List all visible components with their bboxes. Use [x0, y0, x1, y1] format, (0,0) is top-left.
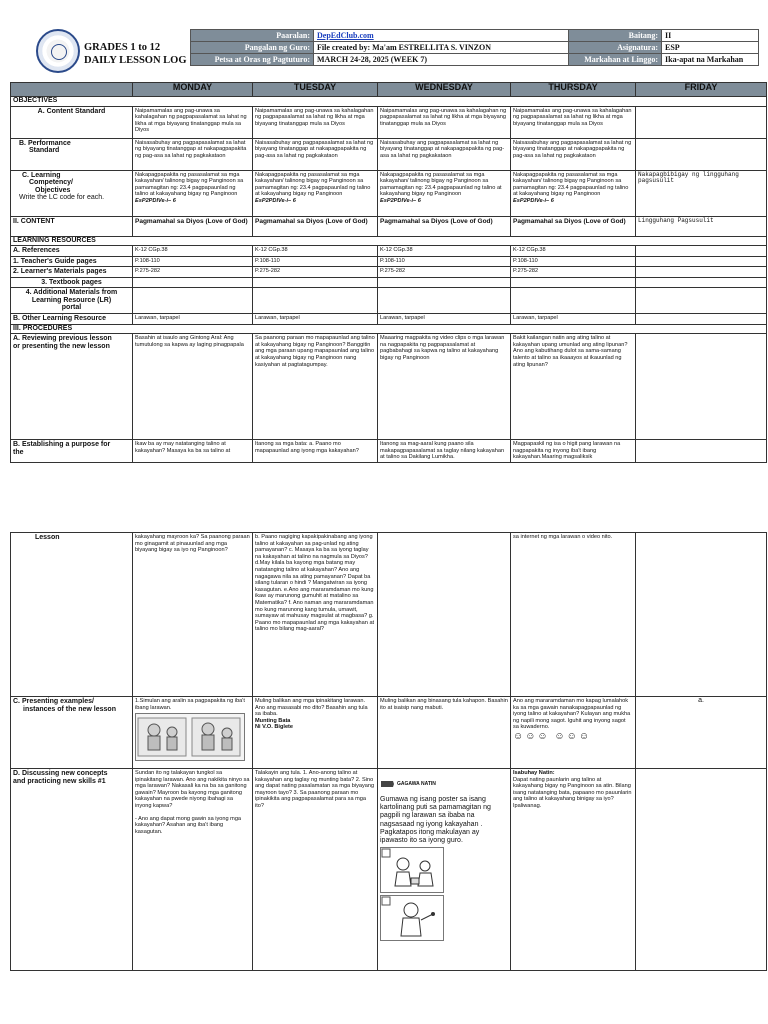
- discussing-label-line1: D. Discussing new concepts: [13, 770, 108, 777]
- poem-author: Ni V.O. Biglete: [255, 724, 294, 731]
- tg-pages-label: 1. Teacher's Guide pages: [11, 256, 133, 267]
- content-standard-thu: Naipamamalas ang pag-unawa sa kahalagahan ng pagpapasalamat sa lahat ng likha at mga biyayang tinatanggap mula sa Diyos: [511, 106, 636, 138]
- content-fri: Lingguhang Pagsusulit: [636, 216, 767, 236]
- additional-label-line3: portal: [61, 304, 82, 312]
- discussing-tue: Talakayin ang tula. 1. Ano-anong talino at kakayahan ang taglay ng munting bata? 2. Sino ang dapat nating pasalamatan sa mga biyayang mayroon tayo? 3. Sa paanong paraan mo ipinakikita ang pagpapasalamat para sa mga ito?: [253, 769, 378, 971]
- reviewing-wed: Maaaring magpakita ng video clips o mga larawan na nagpapakita ng pagpapasalamat at pagbabahagi sa kapwa ng talino at kakayahang bigay ng Panginoon: [378, 334, 511, 440]
- performance-standard-thu: Naisasabuhay ang pagpapasalamat sa lahat ng biyayang tinatanggap at nakapagpapakita ng pag-asa sa lahat ng pagkakataon: [511, 138, 636, 170]
- reviewing-label: [11, 334, 133, 440]
- header-info-table: [190, 29, 759, 66]
- tg-pages-tue: P.108-110: [253, 256, 378, 267]
- other-resource-fri: [636, 314, 767, 325]
- content-tue: Pagmamahal sa Diyos (Love of God): [253, 216, 378, 236]
- discussing-wed-text: Gumawa ng isang poster sa isang kartolinang puti sa pamamagitan ng pagpili ng larawan sa ibaba na nagsasaad ng iyong kakayahan . Pagkatapos itong makulayan ay ipawasto ito sa iyong guro.: [380, 796, 491, 845]
- performance-standard-label: [11, 138, 133, 170]
- competency-thu-text: Nakapagpapakita ng pasasalamat sa mga kakayahan/ talinong bigay ng Panginoon sa pamamagitan ng: 23.4 pagpapaunlad ng talino at kakayahang bigay ng Panginoon: [513, 171, 629, 198]
- musician-kid-image: [380, 895, 444, 941]
- guro-value: File created by: Ma'am ESTRELLITA S. VINZON: [314, 42, 569, 54]
- lm-pages-mon: P.275-282: [133, 267, 253, 278]
- content-wed: Pagmamahal sa Diyos (Love of God): [378, 216, 511, 236]
- content-mon: Pagmamahal sa Diyos (Love of God): [133, 216, 253, 236]
- reviewing-fri: [636, 334, 767, 440]
- day-thursday: THURSDAY: [511, 83, 636, 97]
- discussing-wed: [378, 769, 511, 971]
- establishing-label-cont: Lesson: [11, 533, 133, 697]
- competency-mon: [133, 170, 253, 216]
- establishing-mon-part1: Ikaw ba ay may natatanging talino at kakayahan? Masaya ka ba sa talino at: [133, 440, 253, 463]
- day-friday: FRIDAY: [636, 83, 767, 97]
- content-standard-fri: [636, 106, 767, 138]
- additional-materials-fri: [636, 288, 767, 314]
- content-standard-tue: Naipamamalas ang pag-unawa sa kahalagahan ng pagpapasalamat sa lahat ng likha at mga biyayang tinatanggap mula sa Diyos: [253, 106, 378, 138]
- title-line-1: GRADES 1 to 12: [84, 42, 161, 53]
- paaralan-value: [314, 30, 569, 42]
- competency-mon-code: EsP2PDIVe-i– 6: [135, 197, 176, 204]
- presenting-label-line1: C. Presenting examples/: [13, 698, 94, 705]
- establishing-tue-part1: Itanong sa mga bata: a. Paano mo mapapaunlad ang iyong mga kakayahan?: [253, 440, 378, 463]
- references-label: A. References: [11, 246, 133, 257]
- performance-standard-mon: Naisasabuhay ang pagpapasalamat sa lahat ng biyayang tinatanggap at nakapagpapakita ng pag-asa sa lahat ng pagkakataon: [133, 138, 253, 170]
- gagawa-natin-label: GAGAWA NATIN: [397, 780, 436, 787]
- isabuhay-natin-title: Isabuhay Natin:: [513, 770, 555, 776]
- corner-cell: [11, 83, 133, 97]
- reviewing-thu: Bakit kailangan natin ang ating talino at kakayahan upang umunlad ang ating lipunan? Ano ang kabutihang dulot sa sama-samang talento at talino sa ikaaayos at ikauunlad ng ating lipunan?: [511, 334, 636, 440]
- petsa-label: Petsa at Oras ng Pagtuturo:: [191, 54, 314, 66]
- gagawa-natin-banner: [380, 778, 508, 790]
- day-wednesday: WEDNESDAY: [378, 83, 511, 97]
- lm-pages-tue: P.275-282: [253, 267, 378, 278]
- competency-label-line2: Competency/: [29, 179, 73, 187]
- competency-thu-code: EsP2PDIVe-i– 6: [513, 197, 554, 204]
- guro-label: Pangalan ng Guro:: [191, 42, 314, 54]
- competency-label-line4: Write the LC code for each.: [19, 194, 105, 202]
- discussing-fri: [636, 769, 767, 971]
- competency-tue-code: EsP2PDIVe-i– 6: [255, 197, 296, 204]
- lesson-grid-page-1: [10, 82, 767, 463]
- performance-standard-tue: Naisasabuhay ang pagpapasalamat sa lahat ng biyayang tinatanggap at nakapagpapakita ng pag-asa sa lahat ng pagkakataon: [253, 138, 378, 170]
- petsa-value: MARCH 24-28, 2025 (WEEK 7): [314, 54, 569, 66]
- discussing-thu-text: Dapat nating paunlarin ang talino at kakayahang bigay ng Panginoon sa atin. Bilang isang natatanging bata, papaano mo pauunlarin ang talino at kakayahang binigay sa iyo? Ipaliwanag.: [513, 776, 632, 809]
- discussing-mon-text: Sundan ito ng talakayan tungkol sa ipinakitang larawan. Ano ang nakikita ninyo sa mga larawan? Nakasali ka na ba sa ganitong gawain? Mayroon ba kayong mga ganitong kakayahan na pwede niyong ibahagi sa inyong kapwa?: [135, 770, 250, 809]
- textbook-pages-thu: [511, 277, 636, 288]
- establishing-wed-part1: Itanong sa mag-aaral kung paano sila makapagpapasalamat sa taglay nilang kakayahan at talino sa Dakilang Lumikha.: [378, 440, 511, 463]
- objectives-section: OBJECTIVES: [11, 97, 767, 107]
- competency-wed-code: EsP2PDIVe-i– 6: [380, 197, 421, 204]
- tg-pages-wed: P.108-110: [378, 256, 511, 267]
- establishing-thu-part1: Magpapaskil ng isa o higit pang larawan na nagpapakita ng inyong iba't ibang kakayahan.Maaring magsaliksik: [511, 440, 636, 463]
- baitang-label: Baitang:: [569, 30, 662, 42]
- presenting-tue: [253, 697, 378, 769]
- baitang-value: II: [662, 30, 759, 42]
- competency-mon-text: Nakapagpapakita ng pasasalamat sa mga kakayahan/ talinong bigay ng Panginoon sa pamamagitan ng: 23.4 pagpapaunlad ng talino at kakayahang bigay ng Panginoon: [135, 171, 244, 198]
- presenting-wed: Muling balikan ang binasang tula kahapon. Basahin ito at isaisip nang mabuti.: [378, 697, 511, 769]
- presenting-mon: [133, 697, 253, 769]
- markahan-value: Ika-apat na Markahan: [662, 54, 759, 66]
- textbook-pages-fri: [636, 277, 767, 288]
- presenting-thu: [511, 697, 636, 769]
- competency-label-line1: C. Learning: [22, 171, 61, 179]
- performance-label-line2: Standard: [29, 147, 60, 155]
- asignatura-label: Asignatura:: [569, 42, 662, 54]
- presenting-fri: a.: [636, 697, 767, 769]
- establishing-thu-part2: sa internet ng mga larawan o video nito.: [511, 533, 636, 697]
- textbook-pages-mon: [133, 277, 253, 288]
- performance-standard-fri: [636, 138, 767, 170]
- competency-wed-text: Nakapagpapakita ng pasasalamat sa mga kakayahan/ talinong bigay ng Panginoon sa pamamagitan ng: 23.4 pagpapaunlad ng talino at kakayahang bigay ng Panginoon: [380, 171, 502, 198]
- lesson-grid-page-2: [10, 532, 767, 971]
- additional-materials-wed: [378, 288, 511, 314]
- competency-tue: [253, 170, 378, 216]
- school-link[interactable]: DepEdClub.com: [317, 31, 374, 40]
- competency-wed: [378, 170, 511, 216]
- drawing-kids-image: [380, 847, 444, 893]
- discussing-label: [11, 769, 133, 971]
- additional-materials-mon: [133, 288, 253, 314]
- additional-materials-label: [11, 288, 133, 314]
- lesson-log-title: [84, 41, 187, 67]
- day-monday: MONDAY: [133, 83, 253, 97]
- lm-pages-wed: P.275-282: [378, 267, 511, 278]
- additional-materials-thu: [511, 288, 636, 314]
- content-label: II. CONTENT: [11, 216, 133, 236]
- other-resource-tue: Larawan, tarpapel: [253, 314, 378, 325]
- other-resource-label: B. Other Learning Resource: [11, 314, 133, 325]
- establishing-fri-part1: [636, 440, 767, 463]
- discussing-label-line2: and practicing new skills #1: [13, 777, 106, 785]
- presenting-tue-text: Muling balikan ang mga ipinakitang larawan. Ano ang masasabi mo dito? Basahin ang tula sa ibaba.: [255, 698, 368, 718]
- establishing-wed-part2: [378, 533, 511, 697]
- lm-pages-thu: P.275-282: [511, 267, 636, 278]
- presenting-label: [11, 697, 133, 769]
- asignatura-value: ESP: [662, 42, 759, 54]
- header: [10, 27, 766, 77]
- establishing-label-line1: B. Establishing a purpose for: [13, 441, 111, 449]
- content-standard-label: A. Content Standard: [11, 106, 133, 138]
- references-thu: K-12 CGp.38: [511, 246, 636, 257]
- reviewing-tue: Sa paanong paraan mo mapapaunlad ang talino at kakayahang bigay ng Panginoon? Banggitin ang mga paraan upang mapapaunlad ang talino at kakayahang bigay ng Panginoon nang kasiyahan at pagtatagumpay.: [253, 334, 378, 440]
- performance-label-line1: B. Performance: [19, 139, 71, 147]
- performance-standard-wed: Naisasabuhay ang pagpapasalamat sa lahat ng biyayang tinatanggap at nakapagpapakita ng pag-asa sa lahat ng pagkakataon: [378, 138, 511, 170]
- tg-pages-fri: [636, 256, 767, 267]
- competency-label: [11, 170, 133, 216]
- other-resource-thu: Larawan, tarpapel: [511, 314, 636, 325]
- presenting-label-line2: instances of the new lesson: [23, 705, 116, 713]
- lm-pages-fri: [636, 267, 767, 278]
- other-resource-mon: Larawan, tarpapel: [133, 314, 253, 325]
- references-wed: K-12 CGp.38: [378, 246, 511, 257]
- textbook-pages-tue: [253, 277, 378, 288]
- tg-pages-thu: P.108-110: [511, 256, 636, 267]
- learning-resources-section: LEARNING RESOURCES: [11, 236, 767, 246]
- references-mon: K-12 CGp.38: [133, 246, 253, 257]
- reviewing-label-line1: A. Reviewing previous lesson: [13, 335, 112, 343]
- content-standard-mon: Naipamamalas ang pag-unawa sa kahalagahan ng pagpapasalamat sa lahat ng likha at mga biyayang tinatanggap mula sa Diyos: [133, 106, 253, 138]
- content-thu: Pagmamahal sa Diyos (Love of God): [511, 216, 636, 236]
- discussing-thu: [511, 769, 636, 971]
- discussing-mon: [133, 769, 253, 971]
- smiley-faces-icon: ☺☺☺ ☺☺☺: [513, 730, 592, 742]
- additional-label-line2: Learning Resource (LR): [31, 296, 112, 304]
- other-resource-wed: Larawan, tarpapel: [378, 314, 511, 325]
- references-tue: K-12 CGp.38: [253, 246, 378, 257]
- establishing-label-line2: the: [13, 448, 24, 456]
- competency-tue-text: Nakapagpapakita ng pasasalamat sa mga kakayahan/ talinong bigay ng Panginoon sa pamamagitan ng: 23.4 pagpapaunlad ng talino at kakayahang bigay ng Panginoon: [255, 171, 371, 198]
- day-header-row: [11, 83, 767, 97]
- discussing-mon-text-2: - Ano ang dapat mong gawin sa iyong mga kakayahan? Asahan ang iba't ibang kasagutan.: [135, 815, 242, 835]
- pencil-icon: [380, 778, 394, 790]
- competency-label-line3: Objectives: [35, 186, 71, 194]
- establishing-label: [11, 440, 133, 463]
- procedures-section: III. PROCEDURES: [11, 324, 767, 334]
- textbook-pages-label: 3. Textbook pages: [11, 277, 133, 288]
- establishing-mon-part2: kakayahang mayroon ka? Sa paanong paraan mo ginagamit at pinauunlad ang mga biyayang bigay sa iyo ng Panginoon?: [133, 533, 253, 697]
- competency-thu: [511, 170, 636, 216]
- additional-materials-tue: [253, 288, 378, 314]
- poem-title: Munting Bata: [255, 717, 291, 724]
- content-standard-wed: Naipamamalas ang pag-unawa sa kahalagahan ng pagpapasalamat sa lahat ng likha at mga biyayang tinatanggap mula sa Diyos: [378, 106, 511, 138]
- day-tuesday: TUESDAY: [253, 83, 378, 97]
- establishing-fri-part2: [636, 533, 767, 697]
- children-activities-image: [135, 713, 245, 761]
- presenting-mon-text: 1.Simulan ang aralin sa pagpapakita ng iba't ibang larawan.: [135, 698, 245, 711]
- reviewing-mon: Basahin at isaulo ang Gintong Aral: Ang tumutulong sa kapwa ay laging pinagpapala: [133, 334, 253, 440]
- paaralan-label: Paaralan:: [191, 30, 314, 42]
- lm-pages-label: 2. Learner's Materials pages: [11, 267, 133, 278]
- establishing-tue-part2: b. Paano nagiging kapakipakinabang ang iyong talino at kakayahan sa pag-unlad ng ating pamayanan? c. Masaya ka ba sa iyong taglay na kakayahan at talino na nagmula sa Diyos? d.May kilala ba kayong mga batang may natatanging talino at kakayahan? Ano ang nagagawa nila sa ating pamayanan? Dapat ba silang tularan o hindi ? Mangatwiran sa iyong kasagutan. e.Ano ang mararamdaman mo kung ikaw ay marunong gumuhit at matalino sa Matematika? f. Ano naman ang mararamdaman mo kung marunong kang tumula, umawit, sumayaw at mahusay magsulat at magbasa? g. Paano mo mapapaunlad ang mga kakayahan at talino mo bilang mag-aaral?: [253, 533, 378, 697]
- reviewing-label-line2: or presenting the new lesson: [13, 342, 110, 350]
- tg-pages-mon: P.108-110: [133, 256, 253, 267]
- markahan-label: Markahan at Linggo:: [569, 54, 662, 66]
- competency-fri: Nakapagbibigay ng lingguhang pagsusulit: [636, 170, 767, 216]
- deped-seal-logo: [36, 29, 80, 73]
- presenting-thu-text: Ano ang mararamdaman mo kapag lumalahok ka sa mga gawain nanakapagpapaunlad ng iyong talino at kakayahan? Kulayan ang mukha ng napili mong sagot. Iguhit ang inyong sagot sa kuwaderno.: [513, 698, 631, 731]
- additional-label-line1: 4. Additional Materials from: [25, 289, 118, 297]
- textbook-pages-wed: [378, 277, 511, 288]
- references-fri: [636, 246, 767, 257]
- title-line-2: DAILY LESSON LOG: [84, 55, 187, 66]
